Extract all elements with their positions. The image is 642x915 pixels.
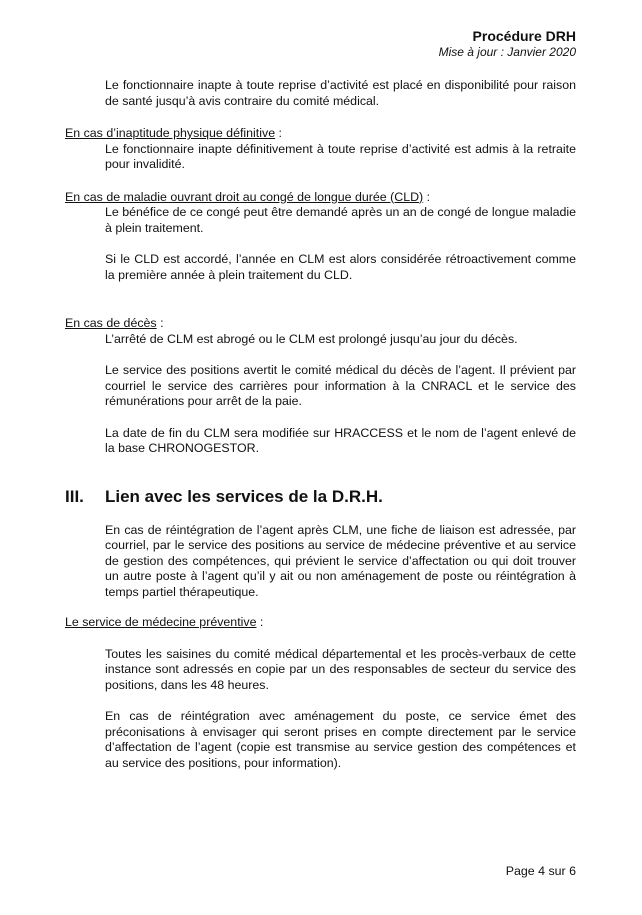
heading-inaptitude — [65, 126, 576, 142]
paragraph-disponibilite: Le fonctionnaire inapte à toute reprise d’activité est placé en disponibilité pour raison de santé jusqu’à avis contraire du comité médical. — [105, 78, 576, 108]
section-number: III. — [65, 486, 84, 506]
document-title: Procédure DRH — [472, 28, 576, 44]
heading-medecine-preventive-colon: : — [256, 615, 264, 629]
heading-inaptitude-text: En cas d’inaptitude physique définitive — [65, 126, 276, 140]
paragraph-saisines: Toutes les saisines du comité médical départemental et les procès-verbaux de cette instance sont adressés en copie par un des responsables de secteur du service des positions, dans les 48 heures. — [105, 646, 576, 692]
heading-inaptitude-colon: : — [275, 126, 282, 140]
heading-cld-colon: : — [423, 189, 431, 204]
heading-deces-colon: : — [156, 316, 164, 330]
heading-medecine-preventive-text: Le service de médecine préventive — [65, 615, 257, 629]
page-header — [439, 28, 576, 60]
paragraph-cld-accorde: Si le CLD est accordé, l’année en CLM est alors considérée rétroactivement comme la première année à plein traitement du CLD. — [105, 252, 576, 282]
paragraph-arrete-clm: L’arrêté de CLM est abrogé ou le CLM est prolongé jusqu’au jour du décès. — [105, 331, 518, 346]
page-number: Page 4 sur 6 — [505, 864, 576, 878]
heading-deces — [65, 316, 576, 332]
heading-cld-text: En cas de maladie ouvrant droit au congé de longue durée (CLD) — [65, 189, 424, 204]
paragraph-date-fin-clm: La date de fin du CLM sera modifiée sur HRACCESS et le nom de l’agent enlevé de la base CHRONOGESTOR. — [105, 425, 576, 455]
update-date: Mise à jour : Janvier 2020 — [438, 45, 576, 59]
paragraph-benefice-cld: Le bénéfice de ce congé peut être demandé après un an de congé de longue maladie à plein traitement. — [105, 205, 576, 235]
heading-medecine-preventive — [65, 615, 576, 631]
heading-cld — [65, 190, 576, 206]
paragraph-retraite-invalidite: Le fonctionnaire inapte définitivement à toute reprise d’activité est admis à la retraite pour invalidité. — [105, 141, 576, 171]
document-body — [65, 78, 576, 771]
section-title: Lien avec les services de la D.R.H. — [105, 486, 383, 506]
section-heading — [65, 487, 576, 507]
paragraph-reintegration: En cas de réintégration de l’agent après CLM, une fiche de liaison est adressée, par courriel, par le service des positions au service de médecine préventive et au service de gestion des compétences, qui prévient le service d’affectation ou qui doit trouver un autre poste à l’agent qu’il y ait ou non aménagement de poste ou réintégration à temps partiel thérapeutique. — [105, 522, 576, 599]
paragraph-avertissement-comite: Le service des positions avertit le comité médical du décès de l’agent. Il prévient par courriel le service des carrières pour information à la CNRACL et le service des rémunérations pour arrêt de la paie. — [105, 363, 576, 408]
paragraph-amenagement-poste: En cas de réintégration avec aménagement du poste, ce service émet des préconisations à envisager qui seront prises en compte directement par le service d’affectation de l’agent (copie est transmise au service gestion des compétences et au service des positions, pour information). — [105, 709, 576, 770]
heading-deces-text: En cas de décès — [65, 316, 157, 330]
